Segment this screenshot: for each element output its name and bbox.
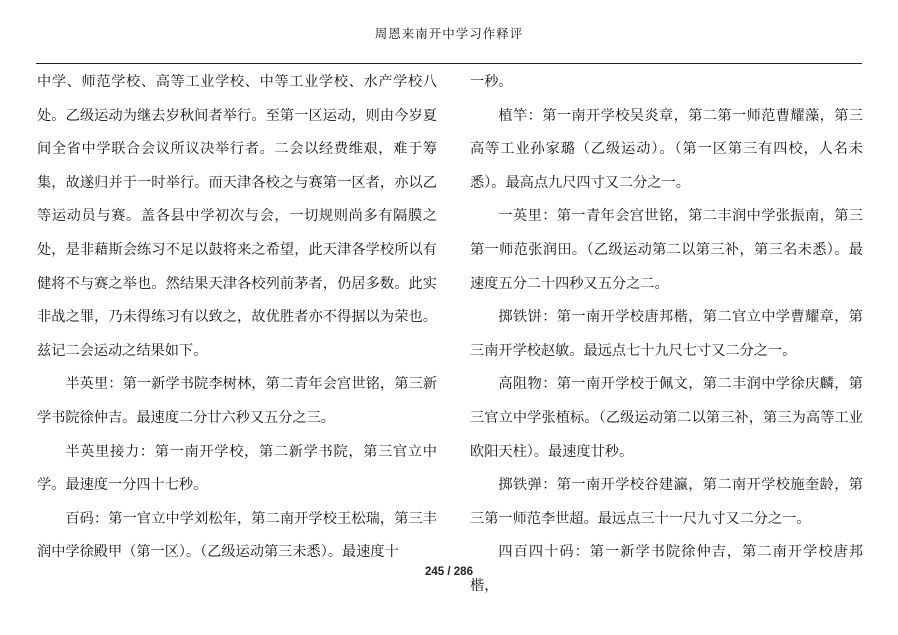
paragraph: 高阻物：第一南开学校于佩文，第二丰润中学徐庆麟，第三官立中学张植标。（乙级运动第二以第三补，第三为高等工业欧阳天柱）。最速度廿秒。	[470, 376, 863, 460]
right-text-column	[470, 66, 863, 604]
paragraph: 植竿：第一南开学校吴炎章，第二第一师范曹耀藻，第三高等工业孙家璐（乙级运动）。（第一区第三有四校，人名未悉）。最高点九尺四寸又二分之一。	[470, 107, 863, 191]
paragraph: 一英里：第一青年会宫世铭，第二丰润中学张振南，第三第一师范张润田。（乙级运动第二以第三补，第三名未悉）。最速度五分二十四秒又五分之二。	[470, 208, 863, 292]
paragraph: 一秒。	[470, 74, 513, 90]
paragraph: 四百四十码：第一新学书院徐仲吉，第二南开学校唐邦楷，	[470, 544, 863, 594]
left-text-column	[37, 66, 437, 570]
paragraph: 半英里：第一新学书院李树林，第二青年会宫世铭，第三新学书院徐仲吉。最速度二分廿六秒又五分之三。	[37, 376, 437, 426]
page-number: 245 / 286	[425, 566, 473, 578]
paragraph: 掷铁饼：第一南开学校唐邦楷，第二官立中学曹耀章，第三南开学校赵敏。最远点七十九尺七寸又二分之一。	[470, 309, 863, 359]
paragraph: 中学、师范学校、高等工业学校、中等工业学校、水产学校八处。乙级运动为继去岁秋间者举行。至第一区运动，则由今岁夏间全省中学联合会议所议决举行者。二会以经费维艰，难于筹集，故遂归并于一时举行。而天津各校之与赛第一区者，亦以乙等运动员与赛。盖各县中学初次与会，一切规则尚多有隔膜之处，是非藉斯会练习不足以鼓将来之希望，此天津各学校所以有健将不与赛之举也。然结果天津各校列前茅者，仍居多数。此实非战之罪，乃未得练习有以致之，故优胜者亦不得据以为荣也。兹记二会运动之结果如下。	[37, 74, 437, 359]
paragraph: 半英里接力：第一南开学校，第二新学书院，第三官立中学。最速度一分四十七秒。	[37, 443, 437, 494]
paragraph: 掷铁弹：第一南开学校谷建瀛，第二南开学校施奎龄，第三第一师范李世超。最远点三十一尺九寸又二分之一。	[470, 477, 863, 527]
paragraph: 百码：第一官立中学刘松年，第二南开学校王松瑞，第三丰润中学徐殿甲（第一区）。（乙级运动第三未悉）。最速度十	[37, 510, 437, 561]
header-divider	[36, 63, 862, 64]
page-header-title: 周恩来南开中学习作释评	[374, 26, 524, 41]
